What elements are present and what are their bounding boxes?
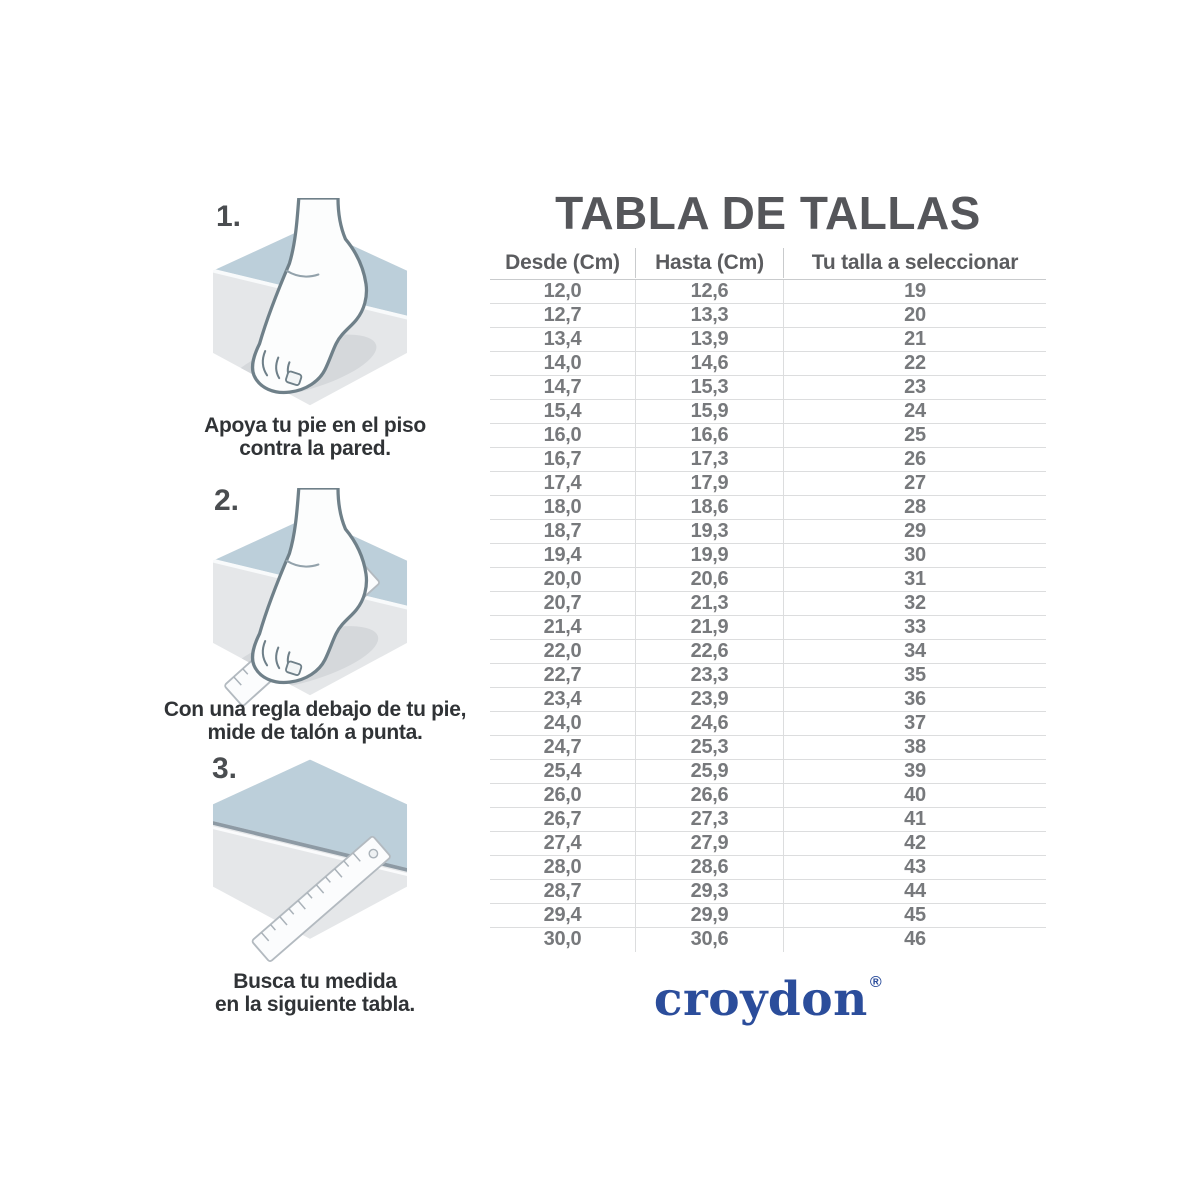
table-row xyxy=(490,880,1046,904)
size-cell: 32 xyxy=(904,592,926,614)
size-table-body xyxy=(490,280,1046,952)
to-cm-cell: 23,9 xyxy=(636,688,784,711)
table-row xyxy=(490,400,1046,424)
from-cm-cell: 15,4 xyxy=(490,400,636,423)
from-cm-cell: 18,0 xyxy=(490,496,636,519)
table-row xyxy=(490,832,1046,856)
to-cm-cell: 20,6 xyxy=(636,568,784,591)
size-cell: 29 xyxy=(904,520,926,542)
to-cm-cell: 21,9 xyxy=(636,616,784,639)
size-cell: 27 xyxy=(904,472,926,494)
size-cell: 39 xyxy=(904,760,926,782)
from-cm-cell: 24,7 xyxy=(490,736,636,759)
table-row xyxy=(490,472,1046,496)
from-cm-cell: 22,7 xyxy=(490,664,636,687)
size-cell: 33 xyxy=(904,616,926,638)
table-row xyxy=(490,568,1046,592)
from-cm-cell: 16,0 xyxy=(490,424,636,447)
table-row xyxy=(490,784,1046,808)
to-cm-cell: 24,6 xyxy=(636,712,784,735)
step-1-number: 1. xyxy=(216,200,242,233)
from-cm-cell: 27,4 xyxy=(490,832,636,855)
size-cell: 37 xyxy=(904,712,926,734)
table-row xyxy=(490,904,1046,928)
step-3-caption: Busca tu medida en la siguiente tabla. xyxy=(215,970,415,1016)
from-cm-cell: 28,7 xyxy=(490,880,636,903)
size-cell: 44 xyxy=(904,880,926,902)
to-cm-cell: 27,9 xyxy=(636,832,784,855)
table-row xyxy=(490,640,1046,664)
from-cm-cell: 28,0 xyxy=(490,856,636,879)
to-cm-cell: 19,9 xyxy=(636,544,784,567)
from-cm-cell: 20,7 xyxy=(490,592,636,615)
from-cm-cell: 26,0 xyxy=(490,784,636,807)
from-cm-cell: 21,4 xyxy=(490,616,636,639)
to-cm-cell: 29,3 xyxy=(636,880,784,903)
from-cm-cell: 18,7 xyxy=(490,520,636,543)
size-cell: 35 xyxy=(904,664,926,686)
size-cell: 34 xyxy=(904,640,926,662)
table-row xyxy=(490,760,1046,784)
table-row xyxy=(490,928,1046,952)
table-row xyxy=(490,664,1046,688)
table-row xyxy=(490,280,1046,304)
registered-trademark-icon: ® xyxy=(869,974,883,991)
step-1-caption: Apoya tu pie en el piso contra la pared. xyxy=(204,414,426,460)
to-cm-cell: 19,3 xyxy=(636,520,784,543)
from-cm-cell: 26,7 xyxy=(490,808,636,831)
from-cm-cell: 16,7 xyxy=(490,448,636,471)
to-cm-cell: 28,6 xyxy=(636,856,784,879)
from-cm-cell: 14,7 xyxy=(490,376,636,399)
step-2-number: 2. xyxy=(214,484,240,517)
to-cm-cell: 26,6 xyxy=(636,784,784,807)
from-cm-cell: 20,0 xyxy=(490,568,636,591)
table-row xyxy=(490,712,1046,736)
size-cell: 38 xyxy=(904,736,926,758)
size-cell: 36 xyxy=(904,688,926,710)
table-row xyxy=(490,736,1046,760)
to-cm-cell: 15,3 xyxy=(636,376,784,399)
step-2-caption: Con una regla debajo de tu pie, mide de talón a punta. xyxy=(163,698,467,744)
table-row xyxy=(490,496,1046,520)
table-row xyxy=(490,688,1046,712)
foot-on-ruler-illustration xyxy=(198,488,422,712)
size-cell: 41 xyxy=(904,808,926,830)
from-cm-cell: 13,4 xyxy=(490,328,636,351)
to-cm-cell: 15,9 xyxy=(636,400,784,423)
size-cell: 19 xyxy=(904,280,926,302)
size-cell: 42 xyxy=(904,832,926,854)
from-cm-cell: 29,4 xyxy=(490,904,636,927)
table-row xyxy=(490,304,1046,328)
from-cm-cell: 12,7 xyxy=(490,304,636,327)
from-cm-cell: 19,4 xyxy=(490,544,636,567)
size-cell: 23 xyxy=(904,376,926,398)
to-cm-cell: 25,9 xyxy=(636,760,784,783)
to-cm-cell: 16,6 xyxy=(636,424,784,447)
from-cm-cell: 12,0 xyxy=(490,280,636,303)
to-cm-cell: 27,3 xyxy=(636,808,784,831)
size-cell: 31 xyxy=(904,568,926,590)
from-cm-cell: 14,0 xyxy=(490,352,636,375)
table-row xyxy=(490,448,1046,472)
to-cm-cell: 21,3 xyxy=(636,592,784,615)
to-cm-cell: 13,3 xyxy=(636,304,784,327)
table-row xyxy=(490,520,1046,544)
brand-name: croydon xyxy=(653,972,868,1027)
brand-logo xyxy=(490,972,1046,1027)
size-cell: 30 xyxy=(904,544,926,566)
to-cm-cell: 22,6 xyxy=(636,640,784,663)
table-row xyxy=(490,616,1046,640)
size-cell: 22 xyxy=(904,352,926,374)
table-row xyxy=(490,328,1046,352)
size-cell: 26 xyxy=(904,448,926,470)
table-row xyxy=(490,808,1046,832)
column-header-desde-cm: Desde (Cm) xyxy=(490,248,636,278)
table-row xyxy=(490,592,1046,616)
size-table-header xyxy=(490,247,1046,280)
from-cm-cell: 23,4 xyxy=(490,688,636,711)
to-cm-cell: 25,3 xyxy=(636,736,784,759)
from-cm-cell: 17,4 xyxy=(490,472,636,495)
to-cm-cell: 14,6 xyxy=(636,352,784,375)
to-cm-cell: 17,3 xyxy=(636,448,784,471)
size-cell: 40 xyxy=(904,784,926,806)
size-cell: 20 xyxy=(904,304,926,326)
size-cell: 43 xyxy=(904,856,926,878)
from-cm-cell: 30,0 xyxy=(490,928,636,952)
to-cm-cell: 17,9 xyxy=(636,472,784,495)
table-row xyxy=(490,424,1046,448)
from-cm-cell: 22,0 xyxy=(490,640,636,663)
from-cm-cell: 25,4 xyxy=(490,760,636,783)
column-header-hasta-cm: Hasta (Cm) xyxy=(636,248,784,278)
to-cm-cell: 29,9 xyxy=(636,904,784,927)
to-cm-cell: 12,6 xyxy=(636,280,784,303)
table-row xyxy=(490,544,1046,568)
table-row xyxy=(490,352,1046,376)
page-title: TABLA DE TALLAS xyxy=(555,187,981,239)
table-row xyxy=(490,856,1046,880)
to-cm-cell: 30,6 xyxy=(636,928,784,952)
size-table xyxy=(490,247,1046,952)
size-cell: 28 xyxy=(904,496,926,518)
to-cm-cell: 23,3 xyxy=(636,664,784,687)
size-cell: 45 xyxy=(904,904,926,926)
step-3-number: 3. xyxy=(212,752,238,785)
size-cell: 24 xyxy=(904,400,926,422)
column-header-talla: Tu talla a seleccionar xyxy=(811,251,1019,274)
table-row xyxy=(490,376,1046,400)
to-cm-cell: 18,6 xyxy=(636,496,784,519)
from-cm-cell: 24,0 xyxy=(490,712,636,735)
size-cell: 25 xyxy=(904,424,926,446)
size-cell: 46 xyxy=(904,928,926,950)
size-cell: 21 xyxy=(904,328,926,350)
to-cm-cell: 13,9 xyxy=(636,328,784,351)
